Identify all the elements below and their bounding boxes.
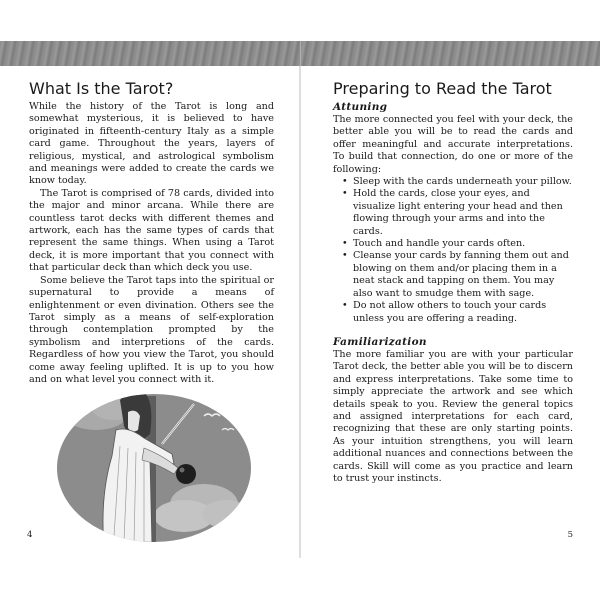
paragraph: Some believe the Tarot taps into the spiritual or supernatural to provide a means of enlightenment or even divination. Others see the Tarot simply as a means of self-exploration through contemplation prompted by the symbolism and interpretions of the cards. Regardless of how you view the Tarot, you should come away feeling uplifted. It is up to you how and on what level you connect with it.	[29, 274, 274, 385]
list-item: • Sleep with the cards underneath your pillow.	[353, 176, 573, 188]
page-heading: Preparing to Read the Tarot	[333, 79, 552, 98]
page-number: 4	[27, 530, 33, 540]
page-heading: What Is the Tarot?	[29, 79, 174, 98]
right-body	[333, 101, 573, 485]
paragraph: The more familiar you are with your particular Tarot deck, the better able you will be to discern and express interpretations. Take some time to simply appreciate the artwork and see which details speak to you. Review the general topics and assigned interpretations for each card, recognizing that these are only starting points. As your intuition strengthens, you will learn additional nuances and connections between the cards. Skill will come as you practice and learn to trust your instincts.	[333, 348, 573, 484]
page-number: 5	[567, 530, 573, 540]
left-page	[0, 66, 299, 558]
section-subhead: Attuning	[333, 101, 388, 113]
list-item: • Hold the cards, close your eyes, and visualize light entering your head and then flowing through your arms and into the cards.	[353, 188, 573, 238]
list-item: • Do not allow others to touch your cards unless you are offering a reading.	[353, 300, 573, 325]
right-page	[301, 66, 600, 558]
list-item: • Touch and handle your cards often.	[353, 238, 573, 250]
top-decorative-band	[0, 41, 600, 66]
section-subhead: Familiarization	[333, 335, 427, 348]
paragraph: The Tarot is comprised of 78 cards, divided into the major and minor arcana. While there are countless tarot decks with different themes and artwork, each has the same types of cards that represent the same things. When using a Tarot deck, it is more important that you connect with that particular deck than which deck you use.	[29, 187, 274, 274]
bullet-list	[333, 176, 573, 325]
paragraph: While the history of the Tarot is long and somewhat mysterious, it is believed to have originated in fifteenth-century Italy as a simple card game. Throughout the years, layers of religious, mystical, and astrological symbolism and meanings were added to create the cards we know today.	[29, 101, 274, 187]
magician-wand-orb-illustration	[54, 386, 254, 546]
left-body	[29, 101, 274, 386]
paragraph: The more connected you feel with your deck, the better able you will be to read the cards and offer meaningful and accurate interpretations. To build that connection, do one or more of the following:	[333, 114, 573, 175]
list-item: • Cleanse your cards by fanning them out and blowing on them and/or placing them in a neat stack and tapping on them. You may also want to smudge them with sage.	[353, 250, 573, 300]
